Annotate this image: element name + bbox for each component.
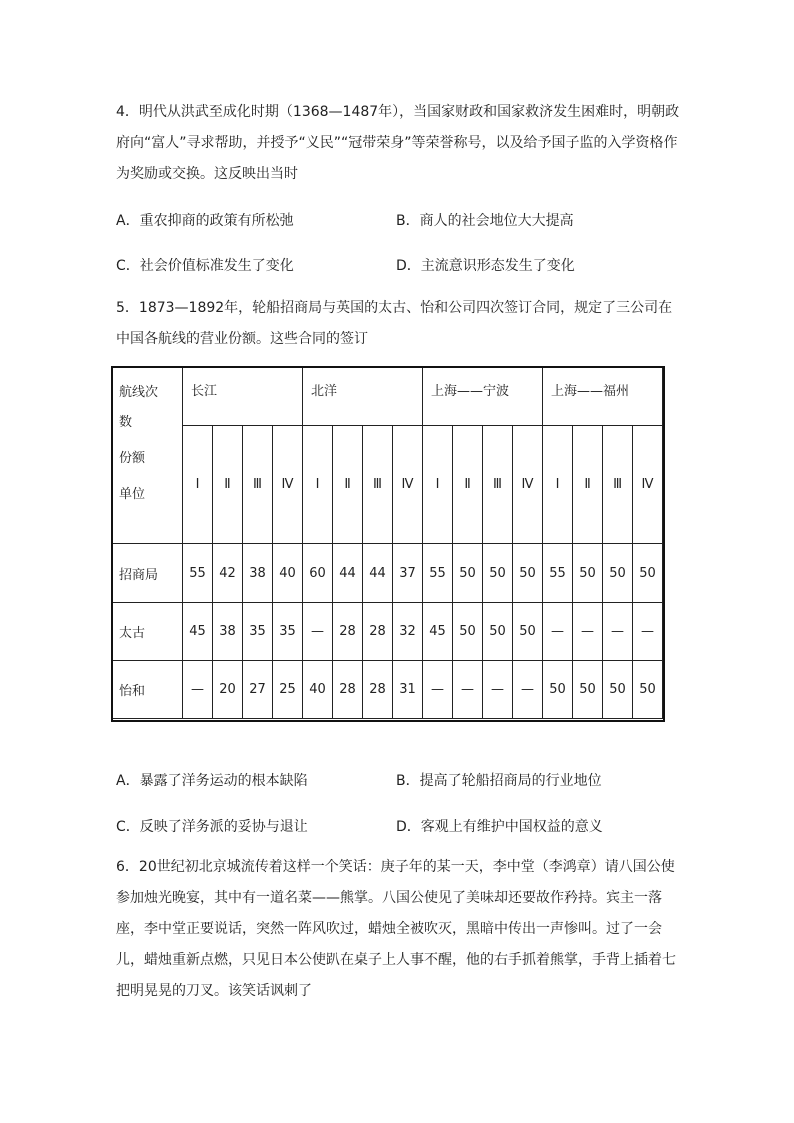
table-cell: 35 — [273, 602, 303, 660]
q5-option-d[interactable]: D．客观上有维护中国权益的意义 — [396, 819, 603, 835]
table-cell: 50 — [603, 544, 633, 602]
table-cell: 45 — [423, 602, 453, 660]
table-cell: 50 — [543, 660, 573, 718]
table-row — [113, 602, 663, 660]
q4-option-d[interactable]: D．主流意识形态发生了变化 — [396, 258, 575, 274]
table-cell: 44 — [333, 544, 363, 602]
route-header-changjiang: 长江 — [183, 368, 303, 426]
table-corner-header — [113, 368, 183, 544]
question-6-text: 6．20世纪初北京城流传着这样一个笑话：庚子年的某一天，李中堂（李鸿章）请八国公使参加烛光晚宴，其中有一道名菜——熊掌。八国公使见了美味却还要故作矜持。宾主一落座，李中堂正要说话，突然一阵风吹过，蜡烛全被吹灭，黑暗中传出一声惨叫。过了一会儿，蜡烛重新点燃，只见日本公使趴在桌子上人事不醒，他的右手抓着熊掌，手背上插着七把明晃晃的刀叉。该笑话讽刺了 — [116, 859, 676, 999]
period-header: Ⅰ — [543, 426, 573, 544]
table-cell: 50 — [573, 544, 603, 602]
table-cell: 40 — [273, 544, 303, 602]
table-cell: 50 — [453, 602, 483, 660]
q5-option-a[interactable]: A．暴露了洋务运动的根本缺陷 — [116, 773, 308, 789]
row-label-zhaoshangju: 招商局 — [113, 544, 183, 602]
period-header: Ⅰ — [303, 426, 333, 544]
q4-option-a[interactable]: A．重农抑商的政策有所松弛 — [116, 213, 294, 229]
corner-line-1: 航线次 — [119, 385, 159, 400]
row-label-yihe: 怡和 — [113, 660, 183, 718]
table-cell: — — [423, 660, 453, 718]
q5-option-c[interactable]: C．反映了洋务派的妥协与退让 — [116, 819, 308, 835]
table-cell: 27 — [243, 660, 273, 718]
q4-option-b[interactable]: B．商人的社会地位大大提高 — [396, 213, 574, 229]
table-cell: — — [633, 602, 663, 660]
table-cell: — — [543, 602, 573, 660]
table-cell: 31 — [393, 660, 423, 718]
period-header: Ⅰ — [183, 426, 213, 544]
table-cell: 50 — [483, 544, 513, 602]
table-cell: — — [303, 602, 333, 660]
route-header-shanghai-ningbo: 上海——宁波 — [423, 368, 543, 426]
table-cell: — — [453, 660, 483, 718]
period-header: Ⅲ — [363, 426, 393, 544]
table-cell: 25 — [273, 660, 303, 718]
table-cell: 35 — [243, 602, 273, 660]
period-header: Ⅲ — [483, 426, 513, 544]
route-header-shanghai-fuzhou: 上海——福州 — [543, 368, 663, 426]
q5-option-b[interactable]: B．提高了轮船招商局的行业地位 — [396, 773, 602, 789]
table-row — [113, 544, 663, 602]
period-header: Ⅱ — [213, 426, 243, 544]
table-cell: 50 — [573, 660, 603, 718]
table-cell: 55 — [543, 544, 573, 602]
table-cell: 20 — [213, 660, 243, 718]
period-header: Ⅱ — [573, 426, 603, 544]
shipping-share-table — [112, 367, 663, 719]
table-cell: 45 — [183, 602, 213, 660]
table-cell: 50 — [633, 660, 663, 718]
table-cell: 40 — [303, 660, 333, 718]
corner-line-4: 单位 — [119, 487, 146, 502]
corner-line-3: 份额 — [119, 451, 146, 466]
table-cell: — — [183, 660, 213, 718]
table-cell: 42 — [213, 544, 243, 602]
table-cell: 37 — [393, 544, 423, 602]
table-cell: — — [483, 660, 513, 718]
table-cell: 50 — [633, 544, 663, 602]
period-header: Ⅳ — [513, 426, 543, 544]
period-header: Ⅱ — [333, 426, 363, 544]
table-cell: — — [603, 602, 633, 660]
table-cell: 28 — [363, 602, 393, 660]
table-cell: 50 — [483, 602, 513, 660]
period-header: Ⅱ — [453, 426, 483, 544]
table-cell: 44 — [363, 544, 393, 602]
table-cell: 55 — [183, 544, 213, 602]
period-header: Ⅳ — [393, 426, 423, 544]
table-cell: 28 — [333, 602, 363, 660]
route-header-beiyang: 北洋 — [303, 368, 423, 426]
period-header: Ⅲ — [243, 426, 273, 544]
table-cell: 38 — [213, 602, 243, 660]
table-cell: 60 — [303, 544, 333, 602]
table-cell: 50 — [513, 602, 543, 660]
question-4-text: 4．明代从洪武至成化时期（1368—1487年），当国家财政和国家救济发生困难时，明朝政府向“富人”寻求帮助，并授予“义民”“冠带荣身”等荣誉称号，以及给予国子监的入学资格作为奖励或交换。这反映出当时 — [116, 104, 680, 182]
period-header: Ⅰ — [423, 426, 453, 544]
table-cell: 50 — [453, 544, 483, 602]
row-label-taigu: 太古 — [113, 602, 183, 660]
table-cell: 50 — [603, 660, 633, 718]
period-header: Ⅲ — [603, 426, 633, 544]
table-cell: — — [573, 602, 603, 660]
table-cell: 32 — [393, 602, 423, 660]
table-row — [113, 660, 663, 718]
table-cell: 28 — [333, 660, 363, 718]
table-cell: 55 — [423, 544, 453, 602]
period-header: Ⅳ — [273, 426, 303, 544]
table-cell: — — [513, 660, 543, 718]
q4-option-c[interactable]: C．社会价值标准发生了变化 — [116, 258, 294, 274]
table-cell: 38 — [243, 544, 273, 602]
corner-line-2: 数 — [119, 415, 133, 430]
table-cell: 28 — [363, 660, 393, 718]
question-5-text: 5．1873—1892年，轮船招商局与英国的太古、怡和公司四次签订合同，规定了三公司在中国各航线的营业份额。这些合同的签订 — [116, 300, 673, 347]
period-header: Ⅳ — [633, 426, 663, 544]
table-cell: 50 — [513, 544, 543, 602]
